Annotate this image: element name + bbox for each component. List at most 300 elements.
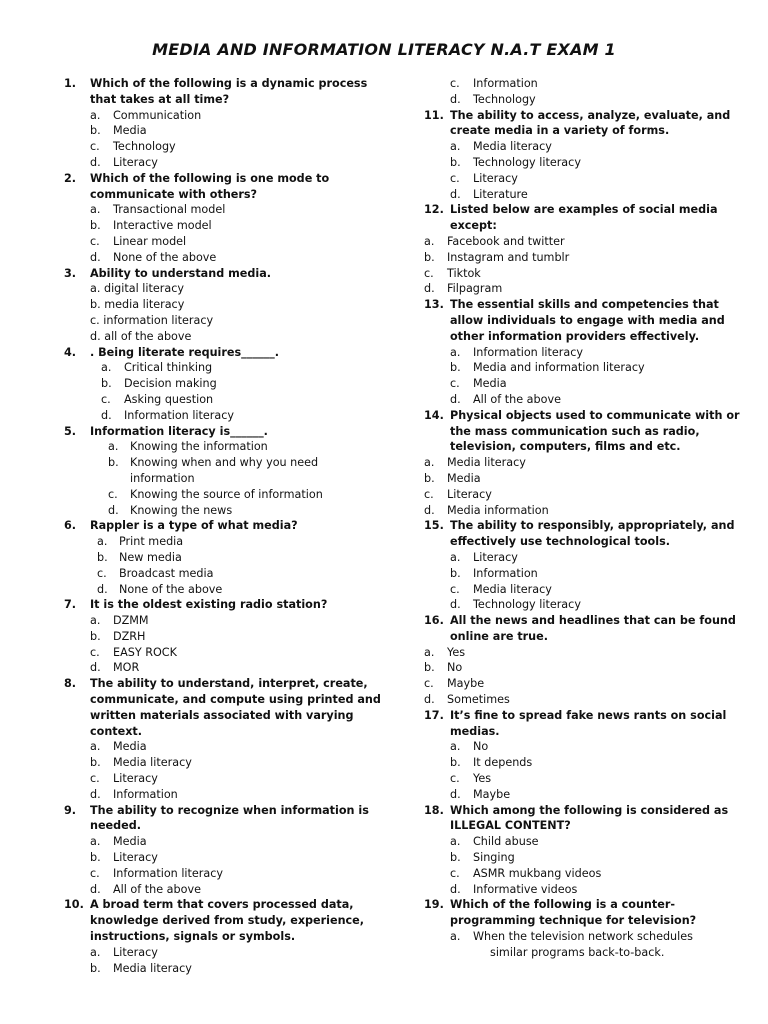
answer-option (64, 550, 404, 566)
option-text: MOR (113, 661, 140, 675)
question-continuation-line (424, 629, 764, 645)
answer-option (64, 645, 404, 661)
option-text: Information literacy (473, 345, 584, 359)
answer-option (64, 945, 404, 961)
option-label: c. (450, 77, 460, 90)
option-label: b. (424, 661, 435, 675)
option-label: b. (90, 851, 101, 865)
question-continuation-line (64, 92, 404, 108)
option-label: d. (90, 882, 101, 896)
option-text: Child abuse (473, 835, 539, 849)
option-text: Informative videos (473, 882, 578, 896)
question-number: 6. (64, 519, 77, 533)
answer-option (424, 582, 764, 598)
question-continuation-line (424, 439, 764, 455)
answer-option (64, 123, 404, 139)
question-text: Listed below are examples of social media (450, 203, 718, 217)
answer-option (64, 503, 404, 519)
answer-option (424, 597, 764, 613)
option-text: similar programs back-to-back. (490, 945, 665, 959)
option-text: Literacy (447, 487, 492, 501)
answer-option (424, 755, 764, 771)
option-text: Media (113, 124, 147, 138)
question-number: 2. (64, 171, 77, 185)
option-label: c. (424, 487, 434, 501)
option-label: c. (101, 392, 111, 406)
option-text: Communication (113, 108, 202, 122)
question-number: 13. (424, 298, 444, 312)
option-label: a. (97, 535, 108, 549)
question-number: 10. (64, 898, 84, 912)
answer-option (64, 534, 404, 550)
answer-option (64, 155, 404, 171)
question-text: Rappler is a type of what media? (90, 519, 298, 533)
option-label: c. (90, 645, 100, 659)
answer-option (424, 392, 764, 408)
answer-option (64, 218, 404, 234)
question-number: 18. (424, 803, 444, 817)
option-text: Literacy (113, 945, 158, 959)
answer-option (424, 266, 764, 282)
question-line (424, 803, 764, 819)
answer-option (424, 550, 764, 566)
answer-option (64, 329, 404, 345)
option-text: Interactive model (113, 219, 212, 233)
answer-option (64, 360, 404, 376)
question-continuation-line (64, 913, 404, 929)
option-label: d. (101, 408, 112, 422)
answer-option (64, 582, 404, 598)
option-text: Literacy (113, 772, 158, 786)
question-continuation-line (64, 929, 404, 945)
option-text: Media literacy (447, 456, 526, 470)
option-text: Instagram and tumblr (447, 250, 570, 264)
question-line (424, 613, 764, 629)
option-text: Knowing the source of information (130, 487, 323, 501)
answer-option (64, 313, 404, 329)
question-text: The ability to responsibly, appropriately, and (450, 519, 735, 533)
option-label: c. (424, 677, 434, 691)
answer-option (424, 692, 764, 708)
question-continuation-line (424, 313, 764, 329)
option-text: b. media literacy (90, 298, 185, 312)
question-number: 9. (64, 803, 77, 817)
answer-option (424, 234, 764, 250)
option-text: Broadcast media (119, 566, 214, 580)
answer-option (424, 187, 764, 203)
question-continuation-line (64, 708, 404, 724)
answer-option (64, 866, 404, 882)
option-label: a. (90, 203, 101, 217)
answer-option (64, 439, 404, 455)
question-number: 12. (424, 203, 444, 217)
option-label: b. (101, 377, 112, 391)
answer-option (64, 281, 404, 297)
answer-option (64, 566, 404, 582)
option-text: Information literacy (113, 866, 224, 880)
question-line (64, 803, 404, 819)
option-text: Literacy (113, 851, 158, 865)
answer-option (424, 787, 764, 803)
option-label: a. (90, 945, 101, 959)
question-line (424, 297, 764, 313)
option-text: Knowing when and why you need (130, 456, 319, 470)
option-label: d. (450, 882, 461, 896)
option-text: Decision making (124, 377, 217, 391)
question-line (424, 202, 764, 218)
answer-option (424, 155, 764, 171)
question-continuation-line (424, 123, 764, 139)
question-text: The ability to recognize when information is (90, 803, 369, 817)
answer-option (64, 408, 404, 424)
option-continuation-line (424, 945, 764, 961)
question-line (424, 108, 764, 124)
option-label: b. (90, 629, 101, 643)
option-label: c. (450, 866, 460, 880)
question-number: 5. (64, 424, 77, 438)
option-label: d. (450, 92, 461, 106)
option-label: a. (90, 740, 101, 754)
option-text: Literacy (473, 550, 518, 564)
option-text: information (130, 471, 195, 485)
question-text: medias. (450, 724, 500, 738)
question-text: All the news and headlines that can be found (450, 614, 736, 628)
question-line (64, 897, 404, 913)
option-text: No (473, 740, 489, 754)
answer-option (64, 487, 404, 503)
answer-option (424, 487, 764, 503)
question-number: 8. (64, 677, 77, 691)
answer-option (424, 566, 764, 582)
option-text: a. digital literacy (90, 282, 185, 296)
question-continuation-line (424, 724, 764, 740)
option-label: d. (424, 693, 435, 707)
answer-option (64, 250, 404, 266)
option-text: EASY ROCK (113, 645, 177, 659)
question-line (64, 345, 404, 361)
option-label: b. (424, 471, 435, 485)
option-text: Media literacy (473, 140, 552, 154)
option-label: a. (450, 930, 461, 944)
question-number: 14. (424, 408, 444, 422)
option-text: Yes (473, 772, 492, 786)
question-text: other information providers effectively. (450, 329, 700, 343)
question-text: Which of the following is one mode to (90, 171, 330, 185)
question-text: The ability to access, analyze, evaluate, and (450, 108, 731, 122)
option-continuation-line (64, 471, 404, 487)
answer-option (424, 503, 764, 519)
option-label: a. (450, 345, 461, 359)
option-label: b. (450, 851, 461, 865)
option-text: Media (473, 377, 507, 391)
option-label: a. (424, 234, 435, 248)
answer-option (64, 108, 404, 124)
option-label: b. (97, 550, 108, 564)
answer-option (424, 645, 764, 661)
option-label: c. (90, 140, 100, 154)
option-label: d. (424, 282, 435, 296)
option-text: None of the above (113, 250, 217, 264)
question-line (424, 408, 764, 424)
option-text: Maybe (473, 787, 511, 801)
option-text: Filpagram (447, 282, 503, 296)
option-label: a. (90, 108, 101, 122)
option-text: Technology literacy (473, 598, 581, 612)
question-line (64, 76, 404, 92)
option-text: Maybe (447, 677, 485, 691)
question-number: 17. (424, 708, 444, 722)
option-label: b. (424, 250, 435, 264)
answer-option (64, 202, 404, 218)
option-text: Facebook and twitter (447, 234, 565, 248)
answer-option (424, 866, 764, 882)
answer-option (64, 882, 404, 898)
question-text: needed. (90, 819, 141, 833)
option-text: ASMR mukbang videos (473, 866, 602, 880)
answer-option (424, 92, 764, 108)
question-text: create media in a variety of forms. (450, 124, 670, 138)
option-label: a. (450, 835, 461, 849)
question-number: 15. (424, 519, 444, 533)
option-text: Information literacy (124, 408, 235, 422)
option-label: d. (108, 503, 119, 517)
answer-option (424, 250, 764, 266)
answer-option (64, 629, 404, 645)
option-label: a. (90, 614, 101, 628)
option-label: a. (450, 740, 461, 754)
page-title: MEDIA AND INFORMATION LITERACY N.A.T EXAM 1 (152, 40, 616, 59)
question-continuation-line (424, 218, 764, 234)
answer-option (64, 297, 404, 313)
option-text: Media (113, 740, 147, 754)
question-text: Which of the following is a counter- (450, 898, 675, 912)
option-text: Transactional model (113, 203, 226, 217)
question-line (64, 424, 404, 440)
question-text: A broad term that covers processed data, (90, 898, 354, 912)
question-continuation-line (64, 724, 404, 740)
option-text: Critical thinking (124, 361, 213, 375)
answer-option (64, 755, 404, 771)
option-label: b. (450, 361, 461, 375)
option-label: c. (450, 582, 460, 596)
option-text: Technology (473, 92, 536, 106)
option-label: b. (90, 124, 101, 138)
option-text: Media literacy (113, 961, 192, 975)
answer-option (64, 961, 404, 977)
question-text: except: (450, 219, 497, 233)
question-line (424, 708, 764, 724)
option-text: Print media (119, 535, 184, 549)
question-text: communicate, and compute using printed and (90, 693, 381, 707)
question-text: context. (90, 724, 143, 738)
option-label: a. (90, 835, 101, 849)
option-label: c. (424, 266, 434, 280)
option-text: Media information (447, 503, 549, 517)
question-text: programming technique for television? (450, 914, 697, 928)
option-label: c. (90, 234, 100, 248)
option-label: b. (108, 456, 119, 470)
option-label: a. (450, 140, 461, 154)
question-text: ILLEGAL CONTENT? (450, 819, 571, 833)
answer-option (424, 471, 764, 487)
answer-option (424, 345, 764, 361)
option-text: Media (447, 471, 481, 485)
option-label: a. (450, 550, 461, 564)
option-label: c. (450, 772, 460, 786)
answer-option (64, 139, 404, 155)
question-continuation-line (64, 187, 404, 203)
answer-option (64, 660, 404, 676)
question-text: knowledge derived from study, experience, (90, 914, 365, 928)
question-continuation-line (424, 913, 764, 929)
question-continuation-line (424, 424, 764, 440)
question-text: Ability to understand media. (90, 266, 271, 280)
question-line (424, 897, 764, 913)
answer-option (424, 171, 764, 187)
question-number: 16. (424, 614, 444, 628)
question-text: It is the oldest existing radio station? (90, 598, 328, 612)
option-label: d. (450, 787, 461, 801)
question-number: 11. (424, 108, 444, 122)
question-text: allow individuals to engage with media and (450, 313, 725, 327)
answer-option (424, 281, 764, 297)
answer-option (424, 834, 764, 850)
answer-option (64, 834, 404, 850)
question-line (64, 266, 404, 282)
question-text: . Being literate requires______. (90, 345, 279, 359)
option-text: Asking question (124, 392, 214, 406)
option-label: a. (424, 645, 435, 659)
question-line (64, 597, 404, 613)
option-label: d. (450, 187, 461, 201)
option-label: d. (450, 392, 461, 406)
answer-option (64, 850, 404, 866)
option-text: Technology (113, 140, 176, 154)
question-text: instructions, signals or symbols. (90, 930, 296, 944)
answer-option (64, 613, 404, 629)
question-text: television, computers, films and etc. (450, 440, 681, 454)
question-line (64, 518, 404, 534)
option-label: c. (108, 487, 118, 501)
option-text: Media literacy (113, 756, 192, 770)
option-text: c. information literacy (90, 313, 214, 327)
question-text: that takes at all time? (90, 92, 230, 106)
question-continuation-line (424, 818, 764, 834)
option-text: Knowing the news (130, 503, 233, 517)
question-text: online are true. (450, 629, 548, 643)
answer-option (64, 787, 404, 803)
left-column (64, 76, 404, 976)
answer-option (64, 234, 404, 250)
option-label: d. (97, 582, 108, 596)
option-text: DZMM (113, 614, 149, 628)
question-text: communicate with others? (90, 187, 258, 201)
option-label: d. (424, 503, 435, 517)
option-label: c. (97, 566, 107, 580)
option-text: d. all of the above (90, 329, 192, 343)
option-text: None of the above (119, 582, 223, 596)
option-text: Information (473, 77, 538, 90)
option-text: Linear model (113, 234, 187, 248)
answer-option (424, 660, 764, 676)
option-text: When the television network schedules (473, 930, 693, 944)
option-label: b. (90, 961, 101, 975)
option-text: Information (113, 787, 178, 801)
question-text: written materials associated with varying (90, 708, 354, 722)
option-text: Sometimes (447, 693, 510, 707)
option-label: c. (90, 772, 100, 786)
option-text: Media (113, 835, 147, 849)
option-text: Information (473, 566, 538, 580)
option-label: c. (90, 866, 100, 880)
question-text: effectively use technological tools. (450, 535, 670, 549)
question-line (424, 518, 764, 534)
answer-option (424, 850, 764, 866)
option-text: Knowing the information (130, 440, 268, 454)
question-text: Which among the following is considered as (450, 803, 729, 817)
question-number: 4. (64, 345, 77, 359)
question-line (64, 676, 404, 692)
answer-option (424, 76, 764, 92)
option-text: All of the above (113, 882, 201, 896)
option-text: Literacy (113, 155, 158, 169)
question-text: Information literacy is______. (90, 424, 268, 438)
option-label: b. (450, 155, 461, 169)
question-number: 1. (64, 77, 77, 90)
answer-option (424, 771, 764, 787)
answer-option (424, 882, 764, 898)
option-label: a. (424, 456, 435, 470)
option-text: Media and information literacy (473, 361, 645, 375)
option-text: Literacy (473, 171, 518, 185)
option-text: All of the above (473, 392, 561, 406)
answer-option (64, 771, 404, 787)
answer-option (424, 376, 764, 392)
question-continuation-line (424, 329, 764, 345)
option-text: Technology literacy (473, 155, 581, 169)
answer-option (424, 739, 764, 755)
option-label: c. (450, 377, 460, 391)
question-text: Which of the following is a dynamic process (90, 77, 368, 90)
answer-option (424, 929, 764, 945)
option-text: Singing (473, 851, 515, 865)
option-label: a. (108, 440, 119, 454)
question-text: It’s fine to spread fake news rants on social (450, 708, 727, 722)
question-continuation-line (424, 534, 764, 550)
option-label: d. (90, 787, 101, 801)
question-text: Physical objects used to communicate with or (450, 408, 740, 422)
answer-option (64, 739, 404, 755)
option-label: b. (90, 756, 101, 770)
option-text: DZRH (113, 629, 146, 643)
question-text: the mass communication such as radio, (450, 424, 700, 438)
question-number: 3. (64, 266, 77, 280)
question-text: The ability to understand, interpret, create, (90, 677, 368, 691)
answer-option (424, 676, 764, 692)
answer-option (64, 392, 404, 408)
option-text: No (447, 661, 463, 675)
answer-option (424, 360, 764, 376)
option-label: b. (450, 756, 461, 770)
answer-option (424, 139, 764, 155)
question-number: 19. (424, 898, 444, 912)
right-column (424, 76, 764, 961)
option-text: It depends (473, 756, 533, 770)
option-text: Tiktok (447, 266, 481, 280)
option-text: Yes (447, 645, 466, 659)
question-text: The essential skills and competencies that (450, 298, 719, 312)
question-continuation-line (64, 818, 404, 834)
